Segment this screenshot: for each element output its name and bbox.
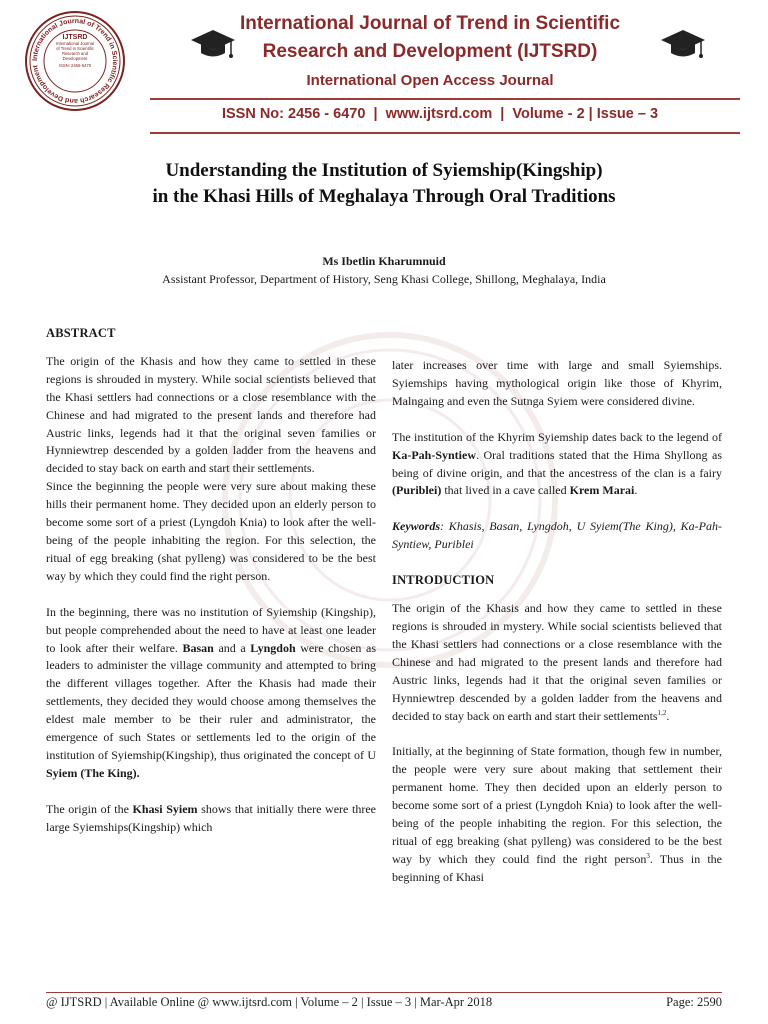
abstract-paragraph-5: later increases over time with large and small Syiemships. Syiemships having mythological origin like those of Khyrim, Malngaing and even the Sutnga Syiem were considered divine. <box>392 358 722 408</box>
introduction-heading: INTRODUCTION <box>392 573 495 588</box>
footer-info: @ IJTSRD | Available Online @ www.ijtsrd.com | Volume – 2 | Issue – 3 | Mar-Apr 2018 <box>46 995 493 1009</box>
header-rule-bottom <box>150 132 740 134</box>
right-column <box>392 357 722 887</box>
journal-title-line1: International Journal of Trend in Scientific <box>239 13 621 34</box>
seal-line3: Research and <box>61 51 89 56</box>
journal-title-line2: Research and Development (IJTSRD) <box>262 41 598 62</box>
header-rule-top <box>150 98 740 100</box>
author-affiliation: Assistant Professor, Department of History, Seng Khasi College, Shillong, Meghalaya, India <box>162 272 606 286</box>
journal-subtitle: International Open Access Journal <box>306 72 554 89</box>
page-footer <box>46 995 722 1010</box>
seal-ring-text: International Journal of Trend in Scientific Research and Development <box>31 17 119 105</box>
abstract-heading: ABSTRACT <box>46 326 116 340</box>
issn-line: ISSN No: 2456 - 6470 | www.ijtsrd.com | Volume - 2 | Issue – 3 <box>221 106 659 122</box>
left-column <box>46 325 376 837</box>
page-number: Page: 2590 <box>666 995 722 1009</box>
abstract-paragraph-2: Since the beginning the people were very sure about making these hills their permanent home. They decided upon an elderly person to become some sort of a priest (Lyngdoh Knia) to look after the well-being of the people inhabiting the region. For this selection, the ritual of egg breaking (shat pylleng) was considered to be the best way by which they could find the right person. <box>46 479 376 583</box>
seal-abbr: IJTSRD <box>62 34 88 41</box>
seal-line1: International Journal <box>56 41 94 46</box>
paper-title-line1: Understanding the Institution of Syiemship(Kingship) <box>165 160 603 181</box>
paper-title-line2: in the Khasi Hills of Meghalaya Through Oral Traditions <box>152 186 616 207</box>
keywords-list: : Khasis, Basan, Lyngdoh, U Syiem(The King), Ka-Pah-Syntiew, Puriblei <box>392 519 722 552</box>
introduction-paragraph-1: The origin of the Khasis and how they came to settled in these regions is shrouded in mystery. While social scientists believed that the Khasi settlers had connections or a close resemblance with the Chinese and had migrated to the present lands and therefore had Austric links, legends had it that the original seven families or Hynniewtrep descended by a golden ladder from the heavens and decided to stay back on earth and start their settlements$^{1,2}$. <box>392 601 722 723</box>
introduction-paragraph-2: Initially, at the beginning of State formation, though few in number, the people were very sure about making that settlement their permanent home. They then decided upon an elderly person to become some sort of a priest (Lyngdoh Knia) to look after the well-being of the people inhabiting the region. For this selection, the ritual of egg breaking (shat pylleng) was considered to be the best way by which they could find the right person$^3$. Thus in the beginning of Khasi <box>392 744 722 884</box>
abstract-paragraph-4: The origin of the Khasi Syiem shows that initially there were three large Syiemships(Kingship) which <box>46 801 376 834</box>
author-name: Ms Ibetlin Kharumnuid <box>322 254 446 268</box>
seal-line4: Development <box>62 56 88 61</box>
abstract-paragraph-6: The institution of the Khyrim Syiemship dates back to the legend of Ka-Pah-Syntiew. Oral traditions stated that the Hima Shyllong as being of divine origin, and that the ancestress of the clan is a fairy (Puriblei) that lived in a cave called Krem Marai. <box>392 429 722 498</box>
seal-line2: of Trend in Scientific <box>56 46 94 51</box>
seal-issn: ISSN: 2456-6470 <box>58 63 92 68</box>
abstract-paragraph-1: The origin of the Khasis and how they came to settled in these regions is shrouded in mystery. While social scientists believed that the Khasi settlers had connections or a close resemblance with the Chinese and had migrated to the present lands and therefore had Austric links, legends had it that the original seven families or Hynniewtrep descended by a golden ladder from the heavens and decided to stay back on earth and start their settlements. <box>46 353 376 476</box>
seal-center <box>46 34 104 88</box>
journal-seal <box>24 10 126 112</box>
footer-rule <box>46 992 722 993</box>
abstract-paragraph-3: In the beginning, there was no institution of Syiemship (Kingship), but people comprehended about the need to have at least one leader to look after their welfare. Basan and a Lyngdoh were chosen as leaders to administer the village community and attempted to bring the different villages together. After the Khasis had made their settlements, they decided they would choose among themselves the eldest male member to be their ruler and administrator, the emergence of such States or settlements led to the origin of the institution of Syiemship(Kingship), thus originated the concept of U Syiem (The King). <box>46 604 376 780</box>
keywords-label: Keywords <box>392 519 440 534</box>
keywords <box>392 518 722 554</box>
